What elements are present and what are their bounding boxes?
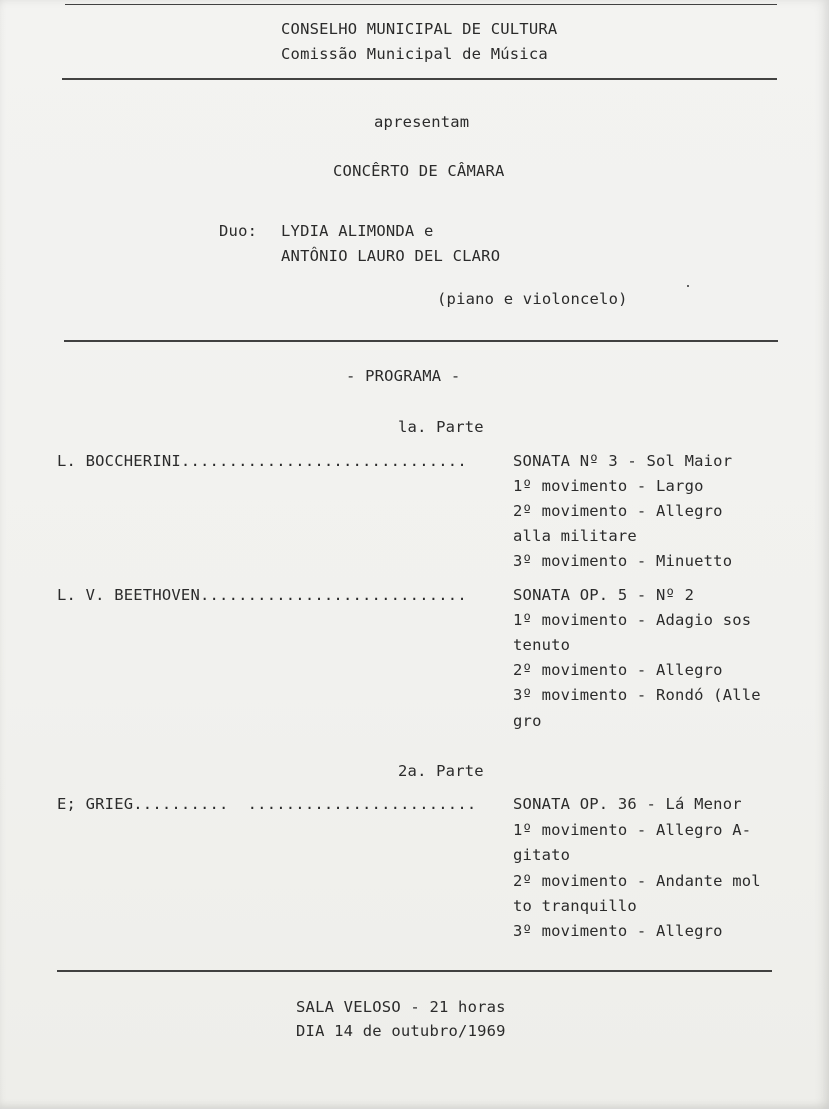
presents-text: apresentam xyxy=(374,113,470,131)
venue-text: SALA VELOSO - 21 horas xyxy=(296,998,506,1016)
piece-line: 1º movimento - Adagio sos xyxy=(513,611,752,629)
piece-line: 1º movimento - Largo xyxy=(513,477,704,495)
piece-line: 2º movimento - Allegro xyxy=(513,661,723,679)
piece-line: SONATA OP. 5 - Nº 2 xyxy=(513,586,695,604)
composer-grieg: E; GRIEG.......... ........................ xyxy=(57,795,477,813)
piece-line: gro xyxy=(513,712,542,730)
piece-line: 3º movimento - Allegro xyxy=(513,922,723,940)
piece-line: SONATA Nº 3 - Sol Maior xyxy=(513,452,733,470)
instruments-text: (piano e violoncelo) xyxy=(437,290,628,308)
footer-rule xyxy=(57,970,772,972)
piece-line: SONATA OP. 36 - Lá Menor xyxy=(513,795,742,813)
piece-line: 1º movimento - Allegro A- xyxy=(513,821,752,839)
header-line-1: CONSELHO MUNICIPAL DE CULTURA xyxy=(281,20,558,38)
ink-speck xyxy=(687,285,689,287)
piece-line: gitato xyxy=(513,846,571,864)
duo-label: Duo: xyxy=(219,222,258,240)
top-rule xyxy=(65,4,777,5)
piece-line: alla militare xyxy=(513,527,637,545)
program-title: - PROGRAMA - xyxy=(346,367,461,385)
piece-line: to tranquillo xyxy=(513,897,637,915)
date-text: DIA 14 de outubro/1969 xyxy=(296,1022,506,1040)
performer-2: ANTÔNIO LAURO DEL CLARO xyxy=(281,247,501,265)
concert-title: CONCÊRTO DE CÂMARA xyxy=(333,162,505,180)
piece-line: 2º movimento - Allegro xyxy=(513,502,723,520)
part-1-title: la. Parte xyxy=(398,418,484,436)
performer-1: LYDIA ALIMONDA e xyxy=(281,222,434,240)
header-rule xyxy=(62,78,777,80)
header-line-2: Comissão Municipal de Música xyxy=(281,45,548,63)
piece-line: tenuto xyxy=(513,636,571,654)
piece-line: 2º movimento - Andante mol xyxy=(513,872,761,890)
composer-boccherini: L. BOCCHERINI.............................. xyxy=(57,452,467,470)
piece-line: 3º movimento - Rondó (Alle xyxy=(513,686,761,704)
part-2-title: 2a. Parte xyxy=(398,762,484,780)
intro-rule xyxy=(64,340,778,342)
composer-beethoven: L. V. BEETHOVEN............................ xyxy=(57,586,467,604)
piece-line: 3º movimento - Minuetto xyxy=(513,552,733,570)
